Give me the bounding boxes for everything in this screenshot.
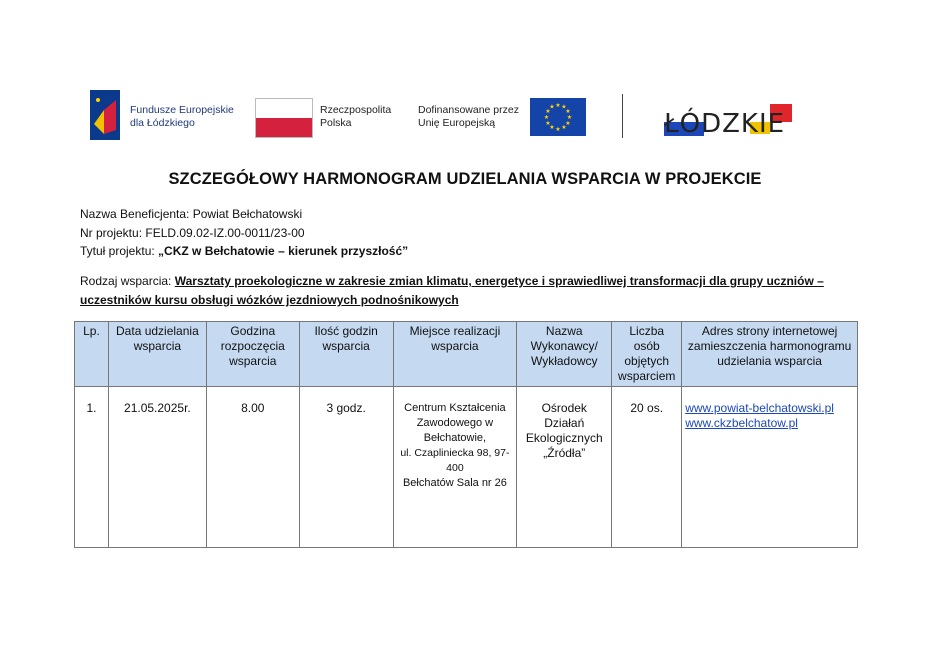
project-number-label: Nr projektu:: [80, 226, 143, 240]
fe-line-2: dla Łódzkiego: [130, 117, 195, 129]
location-line-1: Centrum Kształcenia Zawodowego w Bełchatowie,: [404, 402, 506, 444]
support-type-value: Warsztaty proekologiczne w zakresie zmian klimatu, energetyce i sprawiedliwej transformacji dla grupy uczniów – uczestników kursu obsługi wózków jezdniowych podnośnikowych: [80, 274, 824, 307]
beneficiary-value: Powiat Bełchatowski: [192, 207, 303, 221]
fe-line-1: Fundusze Europejskie: [130, 104, 234, 116]
link-ckz[interactable]: www.ckzbelchatow.pl: [685, 416, 798, 430]
project-number-line: [80, 226, 305, 240]
project-title-value: „CKZ w Bełchatowie – kierunek przyszłość”: [158, 244, 409, 258]
eu-flag-icon: [530, 98, 586, 136]
svg-text:★: ★: [566, 114, 573, 121]
location-line-3: Bełchatów Sala nr 26: [402, 477, 507, 489]
header-lp: Lp.: [75, 322, 109, 387]
logo-bar: [90, 88, 830, 146]
eu-logo-text: [418, 104, 519, 130]
beneficiary-label: Nazwa Beneficjenta:: [80, 207, 190, 221]
table-header-row: [75, 322, 858, 387]
project-title-line: [80, 244, 408, 258]
cell-start-time: 8.00: [206, 387, 299, 548]
eu-line-2: Unię Europejską: [418, 117, 496, 129]
cell-hours: 3 godz.: [299, 387, 393, 548]
page-title: SZCZEGÓŁOWY HARMONOGRAM UDZIELANIA WSPARCIA W PROJEKCIE: [168, 170, 762, 188]
svg-text:★: ★: [549, 103, 555, 111]
polish-flag-icon: [255, 98, 313, 138]
location-line-2: ul. Czapliniecka 98, 97-400: [400, 447, 510, 474]
header-hours: Ilość godzin wsparcia: [299, 322, 393, 387]
logo-divider: [622, 94, 623, 138]
header-website: Adres strony internetowej zamieszczenia harmonogramu udzielania wsparcia: [682, 322, 858, 387]
header-start-time: Godzina rozpoczęcia wsparcia: [206, 322, 299, 387]
fe-logo-icon: [90, 90, 120, 140]
svg-text:★: ★: [561, 124, 567, 131]
cell-location: [393, 387, 517, 548]
svg-text:ŁÓDZKIE: ŁÓDZKIE: [664, 109, 786, 139]
project-title-label: Tytuł projektu:: [80, 244, 155, 258]
rp-line-2: Polska: [320, 117, 352, 129]
cell-lp: 1.: [75, 387, 109, 548]
eu-line-1: Dofinansowane przez: [418, 104, 519, 116]
header-location: Miejsce realizacji wsparcia: [393, 322, 517, 387]
table-row: [75, 387, 858, 548]
svg-text:★: ★: [555, 102, 561, 109]
svg-text:★: ★: [543, 114, 550, 121]
cell-date: 21.05.2025r.: [108, 387, 206, 548]
svg-text:★: ★: [549, 124, 555, 131]
rp-logo-text: [320, 104, 391, 130]
schedule-table: [74, 321, 858, 548]
svg-text:★: ★: [545, 120, 551, 127]
support-type: [80, 272, 840, 310]
cell-contractor: Ośrodek Działań Ekologicznych „Źródła”: [517, 387, 612, 548]
link-powiat[interactable]: www.powiat-belchatowski.pl: [685, 401, 834, 415]
cell-website: [682, 387, 858, 548]
svg-text:★: ★: [565, 108, 571, 115]
beneficiary-line: [80, 207, 302, 221]
support-type-label: Rodzaj wsparcia:: [80, 274, 172, 288]
fe-logo-text: [130, 104, 234, 130]
project-number-value: FELD.09.02-IZ.00-0011/23-00: [145, 226, 305, 240]
cell-participants: 20 os.: [612, 387, 682, 548]
svg-text:★: ★: [561, 103, 567, 111]
svg-text:★: ★: [565, 120, 571, 127]
rp-line-1: Rzeczpospolita: [320, 104, 392, 116]
header-participants: Liczba osób objętych wsparciem: [612, 322, 682, 387]
svg-text:★: ★: [545, 108, 551, 115]
svg-text:★: ★: [555, 126, 561, 133]
header-contractor: Nazwa Wykonawcy/ Wykładowcy: [517, 322, 612, 387]
lodzkie-logo: [660, 96, 810, 140]
header-date: Data udzielania wsparcia: [108, 322, 206, 387]
